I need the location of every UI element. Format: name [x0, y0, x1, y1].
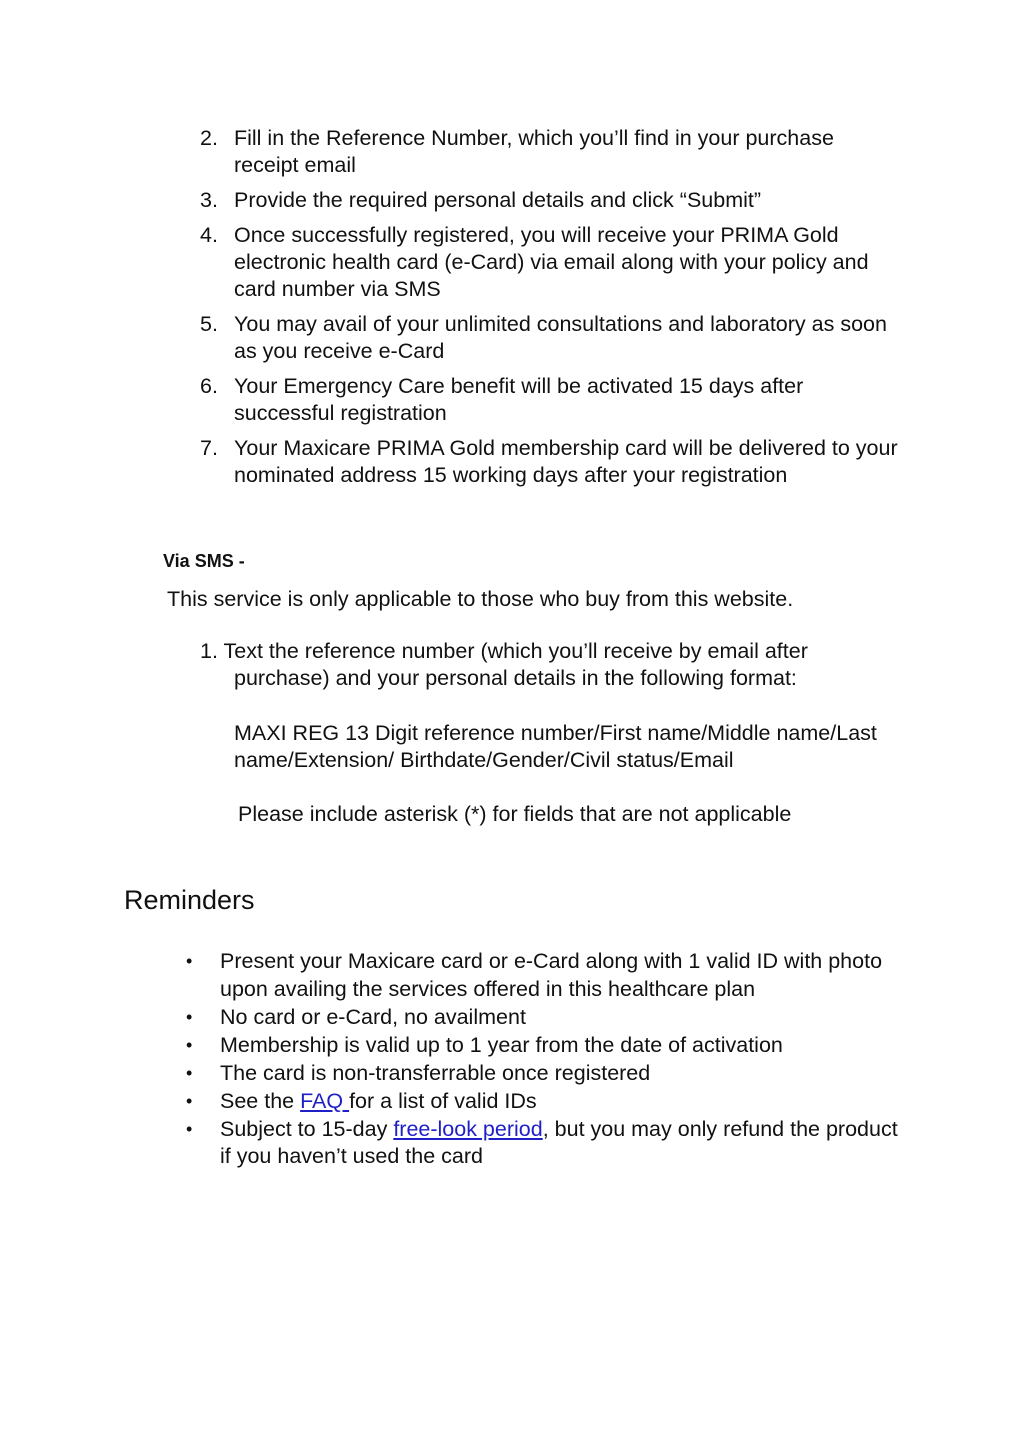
reminder-text-suffix: for a list of valid IDs: [349, 1088, 537, 1113]
list-item: [200, 125, 900, 179]
reminder-text: [220, 1088, 906, 1116]
bullet-icon: •: [186, 1062, 193, 1083]
step-text: Your Maxicare PRIMA Gold membership card will be delivered to your nominated address 15 working days after your registration: [234, 436, 898, 487]
reminders-heading: Reminders: [124, 885, 255, 915]
list-item: [200, 373, 900, 427]
list-item: [200, 222, 900, 303]
bullet-icon: •: [186, 1006, 193, 1027]
sms-step-line-1: 1. Text the reference number (which you’ll receive by email after: [200, 639, 808, 663]
reminder-text-prefix: See the: [220, 1088, 301, 1113]
list-item: [200, 187, 900, 214]
sms-step-1: [200, 638, 920, 692]
reminder-text: [220, 1116, 906, 1171]
reminder-text: Membership is valid up to 1 year from the date of activation: [220, 1032, 783, 1057]
step-number: 5.: [200, 312, 218, 336]
list-item: [186, 1116, 906, 1171]
reminder-text: No card or e-Card, no availment: [220, 1004, 526, 1029]
reminder-text-suffix: , but you may only refund the product if you haven’t used the card: [220, 1116, 898, 1168]
free-look-period-link[interactable]: free-look period: [393, 1116, 543, 1141]
sms-intro-text: This service is only applicable to those who buy from this website.: [167, 587, 794, 611]
list-item: [200, 311, 900, 365]
list-item: [186, 1032, 906, 1060]
step-text: Once successfully registered, you will receive your PRIMA Gold electronic health card (e-Card) via email along with your policy and card number via SMS: [234, 223, 869, 301]
step-number: 6.: [200, 374, 218, 398]
reminders-list: [186, 948, 906, 1171]
list-item: [186, 1088, 906, 1116]
step-text: Provide the required personal details and click “Submit”: [234, 188, 762, 212]
step-text: Your Emergency Care benefit will be activated 15 days after successful registration: [234, 374, 804, 425]
list-item: [200, 435, 900, 489]
list-item: [186, 1004, 906, 1032]
faq-link[interactable]: FAQ: [300, 1088, 350, 1113]
sms-step-line-2: purchase) and your personal details in the following format:: [234, 666, 797, 690]
step-text: Fill in the Reference Number, which you’ll find in your purchase receipt email: [234, 126, 834, 177]
step-number: 7.: [200, 436, 218, 460]
step-number: 3.: [200, 188, 218, 212]
bullet-icon: •: [186, 1090, 193, 1111]
reminder-text: The card is non-transferrable once registered: [220, 1060, 651, 1085]
list-item: [186, 1060, 906, 1088]
list-item: [186, 948, 906, 1003]
registration-steps-list: [200, 125, 900, 497]
sms-section-heading: Via SMS -: [163, 551, 245, 571]
bullet-icon: •: [186, 1118, 193, 1139]
reminder-text: Present your Maxicare card or e-Card along with 1 valid ID with photo upon availing the services offered in this healthcare plan: [220, 949, 883, 1001]
step-number: 2.: [200, 126, 218, 150]
sms-note-text: Please include asterisk (*) for fields that are not applicable: [238, 802, 792, 826]
step-text: You may avail of your unlimited consultations and laboratory as soon as you receive e-Card: [234, 312, 887, 363]
step-number: 4.: [200, 223, 218, 247]
sms-format-text: MAXI REG 13 Digit reference number/First name/Middle name/Last name/Extension/ Birthdate/Gender/Civil status/Email: [234, 721, 877, 772]
reminder-text-prefix: Subject to 15-day: [220, 1116, 394, 1141]
bullet-icon: •: [186, 951, 193, 971]
bullet-icon: •: [186, 1034, 193, 1055]
